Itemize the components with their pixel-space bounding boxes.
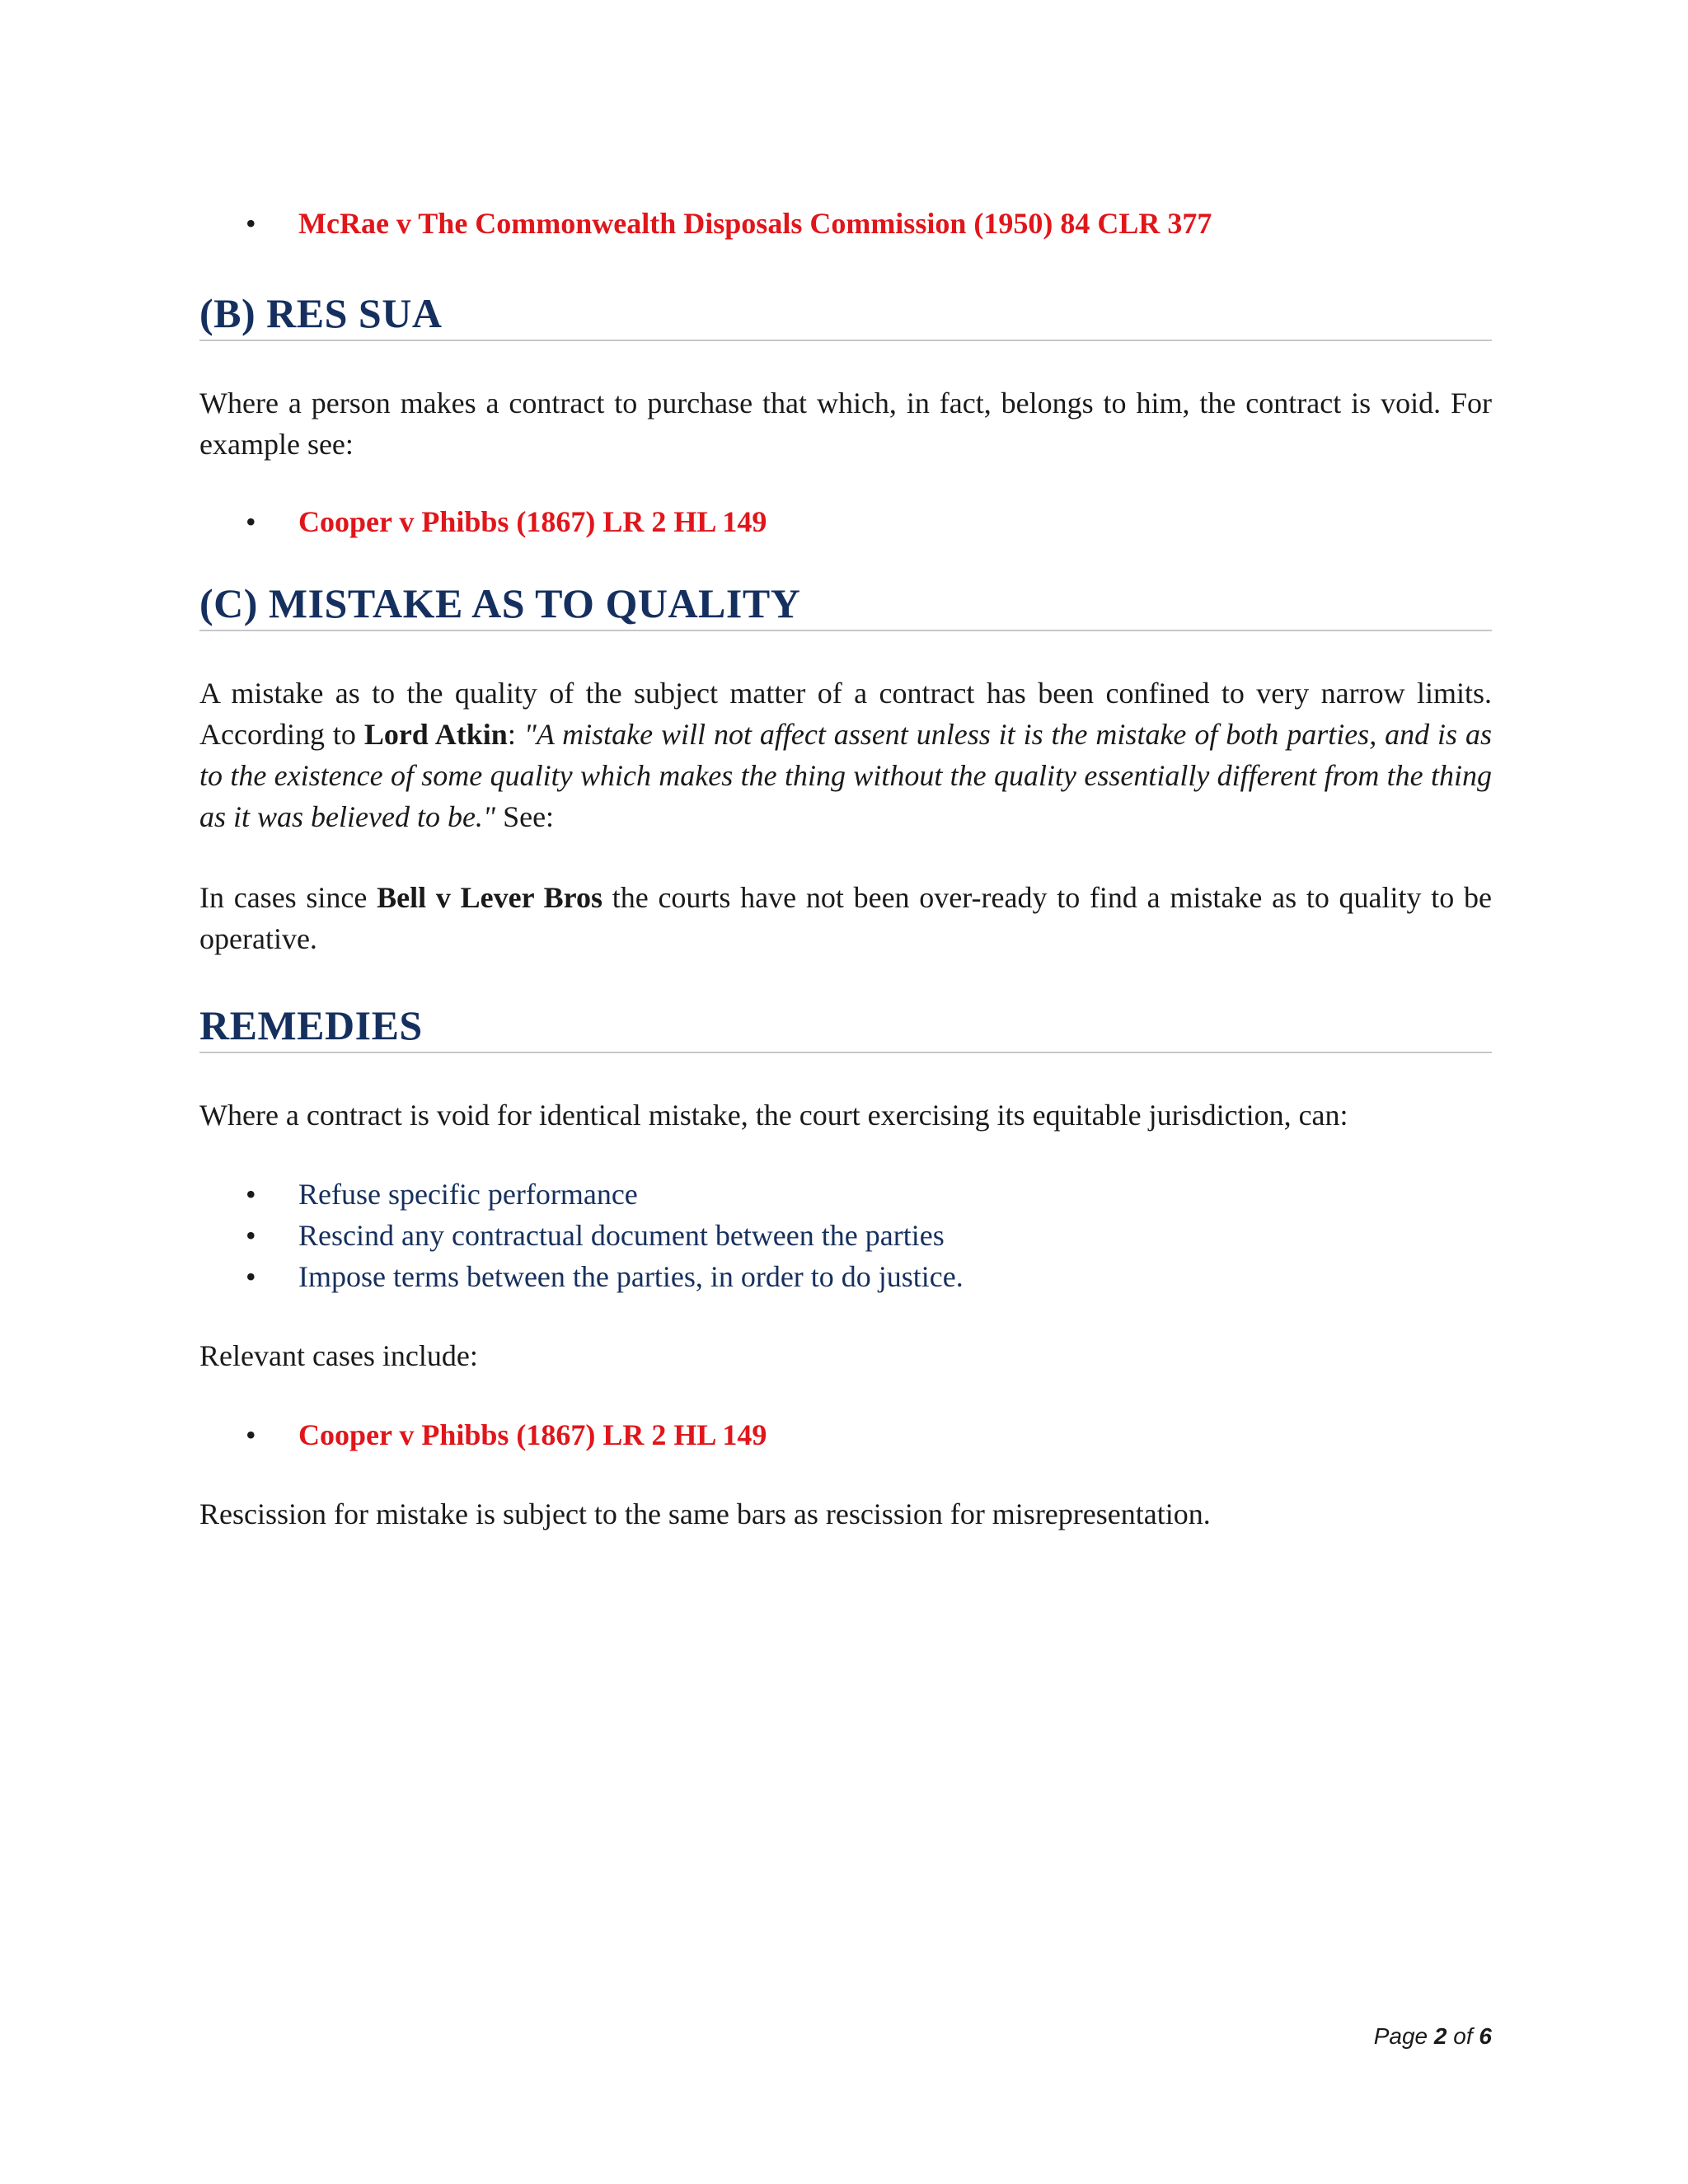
text-run: the courts have not been over-ready to find a mistake as to quality to be operative.	[199, 881, 1492, 955]
paragraph	[199, 673, 1492, 837]
page-content	[199, 180, 1492, 1535]
paragraph: Relevant cases include:	[199, 1339, 478, 1372]
paragraph	[199, 877, 1492, 959]
text-run: In cases since	[199, 881, 377, 914]
quotation: "A mistake will not affect assent unless it is the mistake of both parties, and is as to the existence of some quality which makes the thing without the quality essentially different from the thing as it was believed to be."	[199, 718, 1493, 833]
case-citation: McRae v The Commonwealth Disposals Commission (1950) 84 CLR 377	[298, 207, 1212, 240]
text-run: See:	[495, 800, 555, 833]
paragraph: Rescission for mistake is subject to the same bars as rescission for misrepresentation.	[199, 1497, 1211, 1530]
list-item	[199, 1215, 1492, 1256]
text-run: :	[507, 718, 524, 751]
section-heading-mistake-quality: (C) MISTAKE AS TO QUALITY	[199, 579, 1492, 631]
paragraph: Where a contract is void for identical mistake, the court exercising its equitable jurisdiction, can:	[199, 1099, 1348, 1132]
remedy-item: Impose terms between the parties, in order to do justice.	[298, 1260, 964, 1293]
text-run: A mistake as to the quality of the subject matter of a contract has been confined to very narrow limits. According to	[199, 677, 1492, 751]
page-number-footer	[1374, 2023, 1492, 2050]
list-item	[199, 1174, 1492, 1215]
section-heading-res-sua: (B) RES SUA	[199, 288, 1492, 341]
remedy-item: Refuse specific performance	[298, 1178, 638, 1211]
list-item	[199, 1414, 1492, 1455]
list-item	[199, 1256, 1492, 1297]
list-item	[199, 501, 1492, 542]
remedies-list	[199, 1174, 1492, 1297]
total-pages-number: 6	[1479, 2023, 1492, 2049]
name-emphasis: Lord Atkin	[363, 718, 508, 751]
section-heading-remedies: REMEDIES	[199, 1001, 1492, 1053]
list-item	[199, 203, 1492, 244]
case-list	[199, 501, 1492, 542]
case-citation: Cooper v Phibbs (1867) LR 2 HL 149	[298, 505, 767, 538]
top-case-list	[199, 203, 1492, 244]
case-citation: Cooper v Phibbs (1867) LR 2 HL 149	[298, 1418, 767, 1451]
case-list	[199, 1414, 1492, 1455]
footer-word: Page	[1373, 2023, 1428, 2049]
current-page-number: 2	[1433, 2023, 1447, 2049]
remedy-item: Rescind any contractual document between the parties	[298, 1219, 945, 1252]
case-emphasis: Bell v Lever Bros	[377, 881, 603, 914]
footer-word: of	[1453, 2023, 1473, 2049]
paragraph: Where a person makes a contract to purchase that which, in fact, belongs to him, the contract is void. For example see:	[199, 387, 1492, 461]
